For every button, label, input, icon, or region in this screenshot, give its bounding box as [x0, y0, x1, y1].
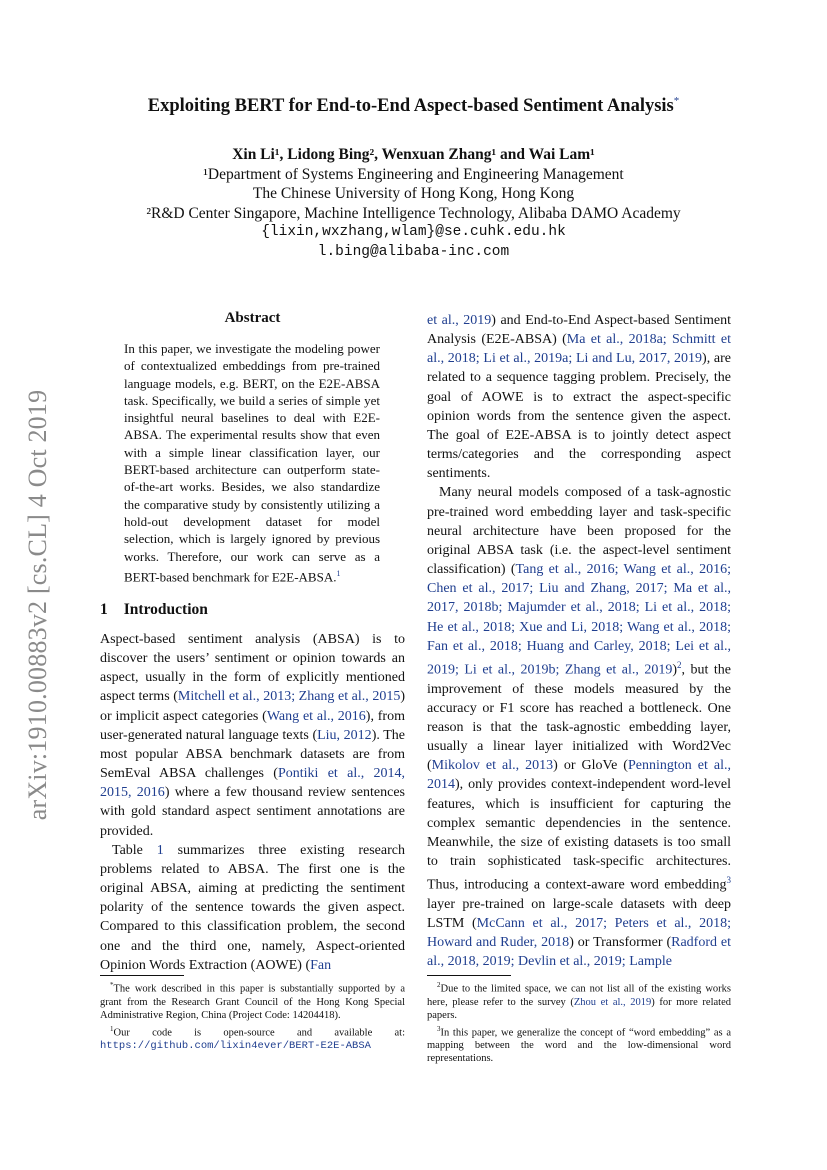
paragraph — [427, 311, 731, 483]
section-title: Introduction — [123, 601, 208, 618]
footnotes-left — [100, 979, 405, 1054]
affiliation-2: ²R&D Center Singapore, Machine Intelligence Technology, Alibaba DAMO Academy — [146, 204, 681, 222]
citation-link[interactable]: Mitchell et al., 2013; Zhang et al., 2015 — [177, 689, 401, 705]
code-url-link[interactable]: https://github.com/lixin4ever/BERT-E2E-ABSA — [100, 1040, 371, 1052]
citation-link[interactable]: Pontiki et al., 2014, 2015, 2016 — [100, 766, 405, 801]
citation-link[interactable]: Radford et al., 2018, 2019; Devlin et al., 2019; Lample — [427, 935, 731, 970]
footnote-1 — [100, 1023, 405, 1054]
citation-link[interactable]: Tang et al., 2016; Wang et al., 2016; Chen et al., 2017; Liu and Zhang, 2017; Ma et al., 2017, 2018b; Majumder et al., 2018; Li et al., 2018; He et al., 2018; Xue and Li, 2018; Wang et al., 2018; Fan et al., 2018; Huang and Carley, 2018; Lei et al., 2019; Li et al., 2019b; Zhang et al., 2019 — [427, 562, 732, 678]
footnote-mark[interactable]: 2 — [677, 659, 682, 670]
arxiv-side-stamp: arXiv:1910.00883v2 [cs.CL] 4 Oct 2019 — [23, 389, 52, 821]
author-block — [0, 145, 827, 262]
text-run: ), from user-generated natural language texts ( — [100, 708, 405, 743]
text-run: layer pre-trained on large-scale datasets with deep LSTM ( — [427, 897, 731, 932]
footnote-3-mark: 3 — [437, 1024, 441, 1033]
text-run: ). The most popular ABSA benchmark datasets are from SemEval ABSA challenges ( — [100, 727, 405, 782]
citation-link[interactable]: Pennington et al., 2014 — [427, 758, 731, 793]
text-run: ) — [672, 662, 678, 678]
paragraph — [100, 841, 405, 975]
abstract-text: In this paper, we investigate the modeling power of contextualized embeddings from pre-trained language models, e.g. BERT, on the E2E-ABSA task. Specifically, we build a series of simple yet insightful neural baselines to deal with E2E-ABSA. The experimental results show that even with a simple linear classification layer, our BERT-based architecture can outperform state-of-the-art works. Besides, we also standardize the comparative study by consistently utilizing a hold-out development dataset for model selection, which is largely ignored by previous works. Therefore, our work can serve as a BERT-based benchmark for E2E-ABSA. — [124, 341, 380, 585]
intro-left-column — [100, 630, 405, 975]
citation-link[interactable]: Zhou et al., 2019 — [573, 996, 652, 1008]
affiliation-1b: The Chinese University of Hong Kong, Hong Kong — [252, 185, 575, 202]
footnote-star — [100, 979, 405, 1022]
footnote-1-text: Our code is open-source and available at: — [113, 1027, 405, 1038]
footnote-star-mark: * — [110, 981, 114, 989]
citation-link[interactable]: Liu, 2012 — [317, 727, 372, 743]
text-run: Table — [112, 842, 157, 858]
paragraph — [100, 630, 405, 841]
abstract-body — [124, 340, 380, 585]
text-run: ) or Transformer ( — [569, 935, 672, 951]
footnote-2-mark: 2 — [437, 981, 441, 989]
text-run: ) where a few thousand review sentences with gold standard aspect sentiment annotations are provided. — [100, 785, 405, 839]
footnote-2-text-a: Due to the limited space, we can not list all of the existing works here, please refer to the survey ( — [427, 983, 731, 1008]
abstract-heading: Abstract — [224, 310, 281, 326]
abstract-footnote-mark[interactable]: 1 — [336, 568, 341, 578]
email-1: {lixin,wxzhang,wlam}@se.cuhk.edu.hk — [261, 224, 566, 240]
citation-link[interactable]: Wang et al., 2016 — [266, 708, 366, 724]
citation-link[interactable]: Mikolov et al., 2013 — [431, 758, 554, 774]
footnote-mark[interactable]: 3 — [726, 875, 731, 886]
text-run: , but the improvement of these models measured by the accuracy or F1 score has reached a bottleneck. One reason is that the task-agnostic embedding layer, usually a linear layer initialized with Word2Vec ( — [427, 662, 731, 774]
footnote-rule-right — [427, 975, 511, 976]
text-run: ), only provides context-independent word-level features, which is insufficient for capturing the complex semantic dependencies in the sentence. Meanwhile, the size of existing datasets is too small to train sophisticated task-specific architectures. Thus, introducing a context-aware word embedding — [427, 777, 731, 893]
citation-link[interactable]: et al., 2019 — [427, 313, 492, 328]
citation-link[interactable]: Fan — [310, 957, 332, 973]
intro-right-column — [427, 311, 731, 972]
footnote-2-text-b: ) for more related papers. — [427, 996, 731, 1021]
paragraph — [427, 483, 731, 971]
text-run: ) and End-to-End Aspect-based Sentiment Analysis (E2E-ABSA) ( — [427, 313, 731, 348]
citation-link[interactable]: McCann et al., 2017; Peters et al., 2018; Howard and Ruder, 2018 — [427, 916, 731, 951]
affiliation-1: ¹Department of Systems Engineering and Engineering Management — [203, 165, 624, 183]
footnote-rule-left — [100, 975, 184, 976]
footnote-2 — [427, 979, 731, 1022]
footnote-3 — [427, 1023, 731, 1066]
citation-link[interactable]: Ma et al., 2018a; Schmitt et al., 2018; Li et al., 2019a; Li and Lu, 2017, 2019 — [427, 332, 731, 367]
citation-link[interactable]: 1 — [156, 842, 164, 858]
text-run: ) or implicit aspect categories ( — [100, 689, 405, 724]
footnotes-right — [427, 979, 731, 1066]
text-run: ), are related to a sequence tagging problem. Precisely, the goal of AOWE is to extract the aspect-specific opinion words from the sentence given the aspect. The goal of E2E-ABSA is to jointly detect aspect terms/categories and the corresponding aspect sentiments. — [427, 351, 731, 482]
email-2: l.bing@alibaba-inc.com — [317, 243, 510, 260]
section-number: 1 — [100, 601, 108, 618]
text-run: ) or GloVe ( — [553, 758, 628, 774]
author-names: Xin Li¹, Lidong Bing², Wenxuan Zhang¹ and Wai Lam¹ — [232, 146, 595, 163]
footnote-3-text: In this paper, we generalize the concept of “word embedding” as a mapping between the word and the low-dimensional word representations. — [427, 1027, 731, 1064]
footnote-star-text: The work described in this paper is substantially supported by a grant from the Research Grant Council of the Hong Kong Special Administrative Region, China (Project Code: 14204418). — [100, 983, 405, 1021]
title-footnote-mark[interactable]: * — [673, 95, 680, 107]
footnote-1-mark: 1 — [110, 1024, 114, 1033]
paper-title — [0, 95, 827, 117]
text-run: Aspect-based sentiment analysis (ABSA) is to discover the users’ sentiment or opinion towards an aspect, usually in the form of explicitly mentioned aspect terms ( — [100, 632, 405, 705]
text-run: Many neural models composed of a task-agnostic pre-trained word embedding layer and task-specific neural architecture have been proposed for the original ABSA task (i.e. the aspect-level sentiment classification) ( — [427, 485, 731, 578]
section-heading — [100, 601, 208, 619]
text-run: summarizes three existing research problems related to ABSA. The first one is the original ABSA, aiming at predicting the sentiment polarity of the sentence towards the given aspect. Compared to this classification problem, the second one and the third one, namely, Aspect-oriented Opinion Words Extraction (AOWE) ( — [100, 842, 405, 973]
paper-title-text: Exploiting BERT for End-to-End Aspect-based Sentiment Analysis — [147, 96, 674, 117]
